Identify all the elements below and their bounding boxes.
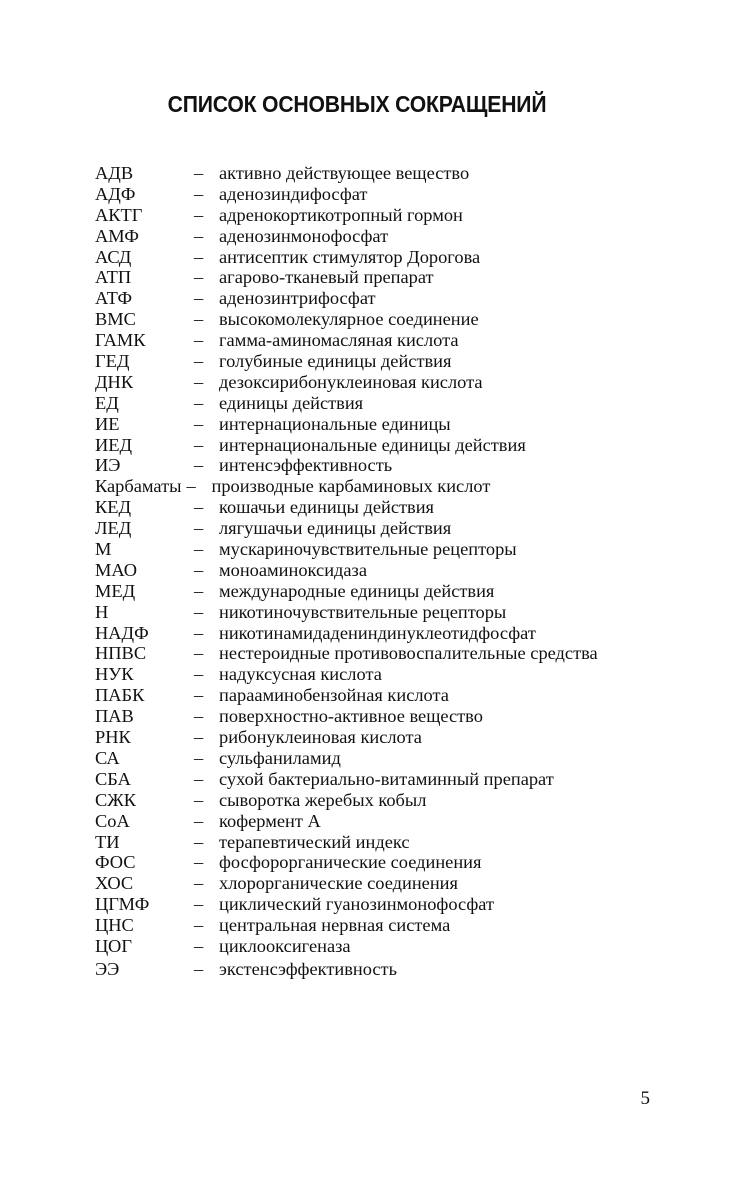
abbreviation: ЦГМФ xyxy=(95,894,150,915)
list-item xyxy=(95,959,695,980)
definition: аденозинмонофосфат xyxy=(219,225,389,246)
definition: лягушачьи единицы действия xyxy=(219,518,452,539)
abbreviation: ЦНС xyxy=(95,915,134,936)
separator-dash: – xyxy=(194,330,204,351)
abbreviation: ЭЭ xyxy=(95,958,120,979)
abbreviation: М xyxy=(95,539,112,560)
separator-dash: – xyxy=(194,392,204,413)
abbreviation: НАДФ xyxy=(95,622,149,643)
separator-dash: – xyxy=(194,622,204,643)
list-item xyxy=(95,643,695,664)
definition: аденозиндифосфат xyxy=(219,183,368,204)
list-item xyxy=(95,560,695,581)
separator-dash: – xyxy=(194,643,204,664)
list-item xyxy=(95,288,695,309)
definition: терапевтический индекс xyxy=(219,831,410,852)
separator-dash: – xyxy=(194,288,204,309)
abbreviation: ЕД xyxy=(95,392,119,413)
abbreviation: НУК xyxy=(95,664,134,685)
abbreviation: Н xyxy=(95,601,109,622)
separator-dash: – xyxy=(194,351,204,372)
separator-dash: – xyxy=(194,873,204,894)
list-item xyxy=(95,518,695,539)
separator-dash: – xyxy=(194,225,204,246)
list-item xyxy=(95,832,695,853)
separator-dash: – xyxy=(194,267,204,288)
abbreviation: АДВ xyxy=(95,163,134,183)
definition: международные единицы действия xyxy=(219,580,495,601)
separator-dash: – xyxy=(194,518,204,539)
list-item xyxy=(95,184,695,205)
separator-dash: – xyxy=(194,497,204,518)
page-number: 5 xyxy=(640,1088,650,1109)
separator-dash: – xyxy=(186,476,196,497)
definition: кошачьи единицы действия xyxy=(219,497,435,518)
separator-dash: – xyxy=(194,915,204,936)
separator-dash: – xyxy=(194,810,204,831)
definition: моноаминоксидаза xyxy=(219,559,367,580)
separator-dash: – xyxy=(194,601,204,622)
list-item xyxy=(95,163,695,184)
definition: сульфаниламид xyxy=(219,747,341,768)
abbreviation: НПВС xyxy=(95,643,147,664)
definition: дезоксирибонуклеиновая кислота xyxy=(219,371,483,392)
definition: интернациональные единицы действия xyxy=(219,434,526,455)
list-item xyxy=(95,205,695,226)
definition: центральная нервная система xyxy=(219,915,451,936)
list-item xyxy=(95,936,695,957)
abbreviation: ИЕ xyxy=(95,413,120,434)
separator-dash: – xyxy=(194,894,204,915)
abbreviation: СА xyxy=(95,747,120,768)
abbreviation: АТФ xyxy=(95,288,133,309)
list-item xyxy=(95,894,695,915)
abbreviation: ТИ xyxy=(95,831,120,852)
abbreviation: ГАМК xyxy=(95,330,146,351)
abbreviation: ИЕД xyxy=(95,434,133,455)
list-item xyxy=(95,727,695,748)
abbreviation: ХОС xyxy=(95,873,134,894)
abbreviation-list xyxy=(95,163,695,980)
definition: рибонуклеиновая кислота xyxy=(219,727,422,748)
list-item xyxy=(95,769,695,790)
abbreviation: АДФ xyxy=(95,183,136,204)
list-item xyxy=(95,351,695,372)
abbreviation: АСД xyxy=(95,246,132,267)
list-item xyxy=(95,790,695,811)
list-item xyxy=(95,330,695,351)
separator-dash: – xyxy=(194,664,204,685)
abbreviation: АКТГ xyxy=(95,204,143,225)
separator-dash: – xyxy=(194,727,204,748)
list-item xyxy=(95,414,695,435)
separator-dash: – xyxy=(194,455,204,476)
abbreviation: ПАБК xyxy=(95,685,145,706)
definition: голубиные единицы действия xyxy=(219,351,452,372)
abbreviation: ДНК xyxy=(95,371,134,392)
definition: надуксусная кислота xyxy=(219,664,382,685)
abbreviation: ЛЕД xyxy=(95,518,132,539)
separator-dash: – xyxy=(194,246,204,267)
separator-dash: – xyxy=(194,309,204,330)
abbreviation: АТП xyxy=(95,267,132,288)
abbreviation: СБА xyxy=(95,768,131,789)
abbreviation: ИЭ xyxy=(95,455,121,476)
abbreviation: Карбаматы xyxy=(95,476,182,497)
definition: интернациональные единицы xyxy=(219,413,451,434)
separator-dash: – xyxy=(194,539,204,560)
abbreviation: АМФ xyxy=(95,225,139,246)
abbreviation: ЦОГ xyxy=(95,935,132,956)
separator-dash: – xyxy=(194,434,204,455)
list-item xyxy=(95,539,695,560)
separator-dash: – xyxy=(194,768,204,789)
abbreviation: МАО xyxy=(95,559,137,580)
definition: циклооксигеназа xyxy=(219,935,351,956)
list-item xyxy=(95,247,695,268)
definition: единицы действия xyxy=(219,392,364,413)
list-item xyxy=(95,852,695,873)
page-title: СПИСОК ОСНОВНЫХ СОКРАЩЕНИЙ xyxy=(167,91,547,118)
separator-dash: – xyxy=(194,580,204,601)
definition: сухой бактериально-витаминный препарат xyxy=(219,768,554,789)
definition: активно действующее вещество xyxy=(219,163,470,183)
separator-dash: – xyxy=(194,852,204,873)
list-item xyxy=(95,435,695,456)
abbreviation: КЕД xyxy=(95,497,132,518)
list-item xyxy=(95,664,695,685)
separator-dash: – xyxy=(194,935,204,956)
separator-dash: – xyxy=(194,747,204,768)
list-item xyxy=(95,811,695,832)
definition: экстенсэффективность xyxy=(219,958,397,979)
definition: парааминобензойная кислота xyxy=(219,685,449,706)
separator-dash: – xyxy=(194,559,204,580)
abbreviation: СЖК xyxy=(95,789,137,810)
abbreviation: ФОС xyxy=(95,852,136,873)
definition: аденозинтрифосфат xyxy=(219,288,376,309)
separator-dash: – xyxy=(194,204,204,225)
list-item xyxy=(95,602,695,623)
definition: никотиночувствительные рецепторы xyxy=(219,601,507,622)
definition: поверхностно-активное вещество xyxy=(219,706,483,727)
separator-dash: – xyxy=(194,371,204,392)
definition: гамма-аминомасляная кислота xyxy=(219,330,459,351)
definition: агарово-тканевый препарат xyxy=(219,267,434,288)
list-item xyxy=(95,309,695,330)
list-item xyxy=(95,915,695,936)
list-item xyxy=(95,476,695,497)
definition: никотинамидадениндинуклеотидфосфат xyxy=(219,622,536,643)
definition: интенсэффективность xyxy=(219,455,393,476)
definition: высокомолекулярное соединение xyxy=(219,309,479,330)
separator-dash: – xyxy=(194,831,204,852)
list-item xyxy=(95,873,695,894)
list-item xyxy=(95,623,695,644)
definition: производные карбаминовых кислот xyxy=(211,476,491,497)
list-item xyxy=(95,372,695,393)
separator-dash: – xyxy=(194,706,204,727)
abbreviation: СоА xyxy=(95,810,130,831)
separator-dash: – xyxy=(194,413,204,434)
definition: хлорорганические соединения xyxy=(219,873,458,894)
separator-dash: – xyxy=(194,183,204,204)
list-item xyxy=(95,706,695,727)
definition: нестероидные противовоспалительные средства xyxy=(219,643,598,664)
list-item xyxy=(95,226,695,247)
list-item xyxy=(95,581,695,602)
abbreviation: ВМС xyxy=(95,309,136,330)
definition: циклический гуанозинмонофосфат xyxy=(219,894,494,915)
list-item xyxy=(95,393,695,414)
separator-dash: – xyxy=(194,163,204,183)
list-item xyxy=(95,497,695,518)
abbreviation: МЕД xyxy=(95,580,136,601)
abbreviation: ПАВ xyxy=(95,706,134,727)
definition: адренокортикотропный гормон xyxy=(219,204,463,225)
separator-dash: – xyxy=(194,789,204,810)
list-item xyxy=(95,455,695,476)
list-item xyxy=(95,267,695,288)
separator-dash: – xyxy=(194,958,204,979)
definition: антисептик стимулятор Дорогова xyxy=(219,246,481,267)
definition: кофермент А xyxy=(219,810,321,831)
definition: сыворотка жеребых кобыл xyxy=(219,789,427,810)
list-item xyxy=(95,685,695,706)
abbreviation: РНК xyxy=(95,727,131,748)
definition: мускариночувствительные рецепторы xyxy=(219,539,517,560)
definition: фосфорорганические соединения xyxy=(219,852,482,873)
list-item xyxy=(95,748,695,769)
separator-dash: – xyxy=(194,685,204,706)
abbreviation: ГЕД xyxy=(95,351,130,372)
